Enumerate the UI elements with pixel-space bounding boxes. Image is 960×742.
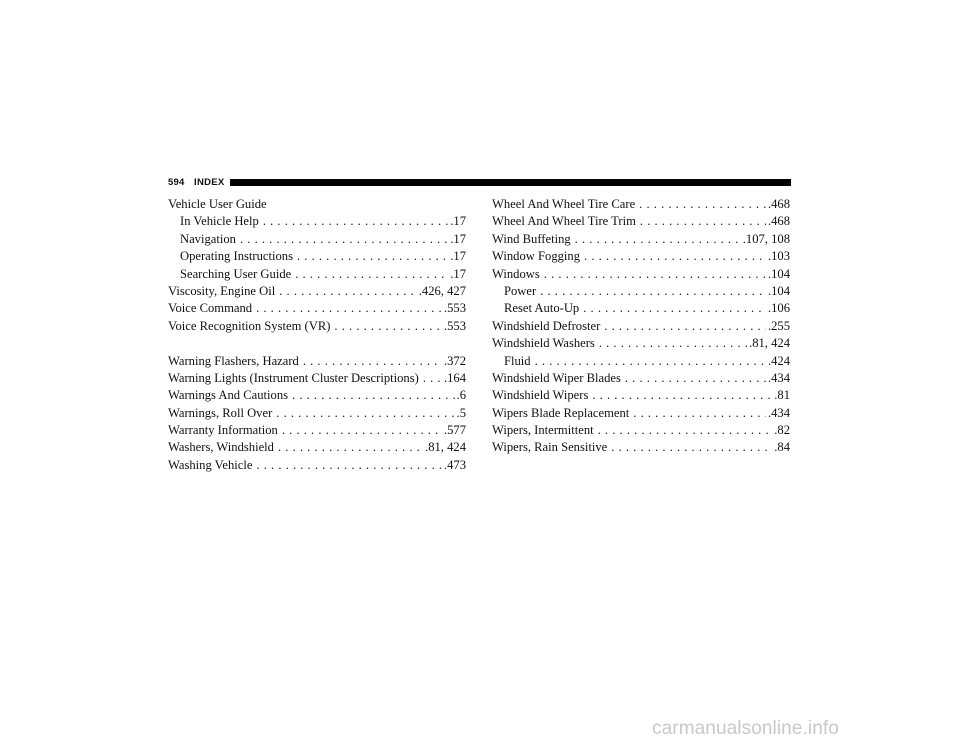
index-term: Wind Buffeting	[492, 231, 571, 246]
page-number: 594	[168, 177, 185, 188]
index-page-ref: .553	[443, 318, 466, 333]
dot-leader	[583, 300, 766, 317]
index-page-ref: .107, 108	[742, 231, 790, 246]
index-entry	[492, 248, 790, 265]
index-subentry	[168, 266, 466, 283]
index-page-ref: .17	[450, 249, 466, 264]
dot-leader	[611, 439, 772, 456]
index-term: Windshield Washers	[492, 336, 595, 351]
index-page-ref: .468	[767, 214, 790, 229]
dot-leader	[240, 231, 448, 248]
index-page-ref: .255	[767, 318, 790, 333]
index-page-ref: .106	[767, 301, 790, 316]
index-term: Voice Recognition System (VR)	[168, 318, 331, 333]
index-page-ref: .82	[774, 423, 790, 438]
watermark: carmanualsonline.info	[652, 718, 839, 739]
index-subentry	[168, 248, 466, 265]
dot-leader	[599, 335, 747, 352]
index-subentry	[168, 213, 466, 230]
dot-leader	[625, 370, 766, 387]
index-entry	[168, 196, 466, 213]
dot-leader	[334, 318, 442, 335]
index-entry	[168, 387, 466, 404]
index-entry	[492, 387, 790, 404]
index-page-ref: .103	[767, 249, 790, 264]
dot-leader	[276, 405, 454, 422]
index-term: Power	[504, 283, 537, 298]
index-entry	[492, 335, 790, 352]
index-term: In Vehicle Help	[180, 214, 259, 229]
dot-leader	[292, 387, 455, 404]
index-page-ref: .17	[450, 214, 466, 229]
dot-leader	[584, 248, 766, 265]
index-page-ref: .577	[443, 423, 466, 438]
index-column-left	[168, 196, 466, 474]
index-page-ref: .468	[767, 197, 790, 211]
dot-leader	[263, 213, 448, 230]
dot-leader	[540, 283, 766, 300]
index-term: Windshield Defroster	[492, 318, 601, 333]
index-entry	[168, 318, 466, 335]
dot-leader	[639, 196, 766, 213]
index-term: Voice Command	[168, 301, 253, 316]
index-term: Washing Vehicle	[168, 457, 253, 472]
dot-leader	[633, 405, 766, 422]
index-page-ref: .434	[767, 405, 790, 420]
index-page-ref: .6	[456, 388, 466, 403]
index-term: Washers, Windshield	[168, 440, 274, 455]
index-entry	[492, 213, 790, 230]
index-subentry	[492, 353, 790, 370]
index-column-right	[492, 196, 790, 457]
index-term: Viscosity, Engine Oil	[168, 283, 276, 298]
index-term: Wheel And Wheel Tire Care	[492, 197, 636, 211]
index-page-ref: .81, 424	[425, 440, 466, 455]
index-term: Windshield Wipers	[492, 388, 589, 403]
dot-leader	[295, 266, 448, 283]
index-entry	[492, 422, 790, 439]
section-title: INDEX	[194, 177, 225, 188]
page-header	[168, 178, 791, 190]
index-entry	[492, 196, 790, 213]
index-term: Wipers, Intermittent	[492, 423, 594, 438]
dot-leader	[640, 213, 766, 230]
index-entry	[492, 405, 790, 422]
index-entry	[492, 370, 790, 387]
index-entry	[492, 231, 790, 248]
index-entry	[168, 370, 466, 387]
index-term: Fluid	[504, 353, 531, 368]
dot-leader	[303, 353, 442, 370]
index-subentry	[492, 283, 790, 300]
index-term: Navigation	[180, 231, 236, 246]
index-page-ref: .5	[456, 405, 466, 420]
dot-leader	[592, 387, 772, 404]
index-entry	[168, 353, 466, 370]
index-term: Searching User Guide	[180, 266, 292, 281]
index-term: Vehicle User Guide	[168, 197, 267, 211]
dot-leader	[598, 422, 773, 439]
index-entry	[168, 439, 466, 456]
index-term: Windshield Wiper Blades	[492, 370, 621, 385]
dot-leader	[535, 353, 766, 370]
index-term: Reset Auto-Up	[504, 301, 580, 316]
index-page-ref: .84	[774, 440, 790, 455]
index-page-ref: .473	[443, 457, 466, 472]
index-entry	[492, 318, 790, 335]
index-page-ref: .426, 427	[418, 283, 466, 298]
dot-leader	[544, 266, 766, 283]
dot-leader	[256, 300, 442, 317]
index-term: Operating Instructions	[180, 249, 293, 264]
dot-leader	[423, 370, 442, 387]
index-term: Wheel And Wheel Tire Trim	[492, 214, 636, 229]
index-entry	[168, 405, 466, 422]
dot-leader	[278, 439, 423, 456]
header-rule	[230, 179, 791, 186]
index-term: Warranty Information	[168, 423, 278, 438]
index-term: Warnings And Cautions	[168, 388, 289, 403]
index-entry	[168, 457, 466, 474]
index-page-ref: .81	[774, 388, 790, 403]
index-entry	[492, 266, 790, 283]
index-page-ref: .424	[767, 353, 790, 368]
index-page-ref: .104	[767, 283, 790, 298]
index-page-ref: .104	[767, 266, 790, 281]
dot-leader	[282, 422, 442, 439]
index-term: Warning Lights (Instrument Cluster Descriptions)	[168, 370, 419, 385]
index-page-ref: .17	[450, 266, 466, 281]
index-page-ref: .372	[443, 353, 466, 368]
index-term: Wipers, Rain Sensitive	[492, 440, 608, 455]
index-subentry	[492, 300, 790, 317]
index-page-ref: .164	[443, 370, 466, 385]
dot-leader	[297, 248, 448, 265]
index-entry	[492, 439, 790, 456]
dot-leader	[256, 457, 442, 474]
index-entry	[168, 422, 466, 439]
index-term: Windows	[492, 266, 540, 281]
index-page-ref: .553	[443, 301, 466, 316]
index-entry	[168, 300, 466, 317]
index-term: Window Fogging	[492, 249, 581, 264]
index-term: Warnings, Roll Over	[168, 405, 273, 420]
index-subentry	[168, 231, 466, 248]
dot-leader	[604, 318, 766, 335]
index-entry	[168, 283, 466, 300]
index-term: Warning Flashers, Hazard	[168, 353, 299, 368]
dot-leader	[279, 283, 417, 300]
index-page-ref: .17	[450, 231, 466, 246]
index-page-ref: .434	[767, 370, 790, 385]
dot-leader	[575, 231, 741, 248]
index-term: Wipers Blade Replacement	[492, 405, 630, 420]
index-page-ref: .81, 424	[749, 336, 790, 351]
